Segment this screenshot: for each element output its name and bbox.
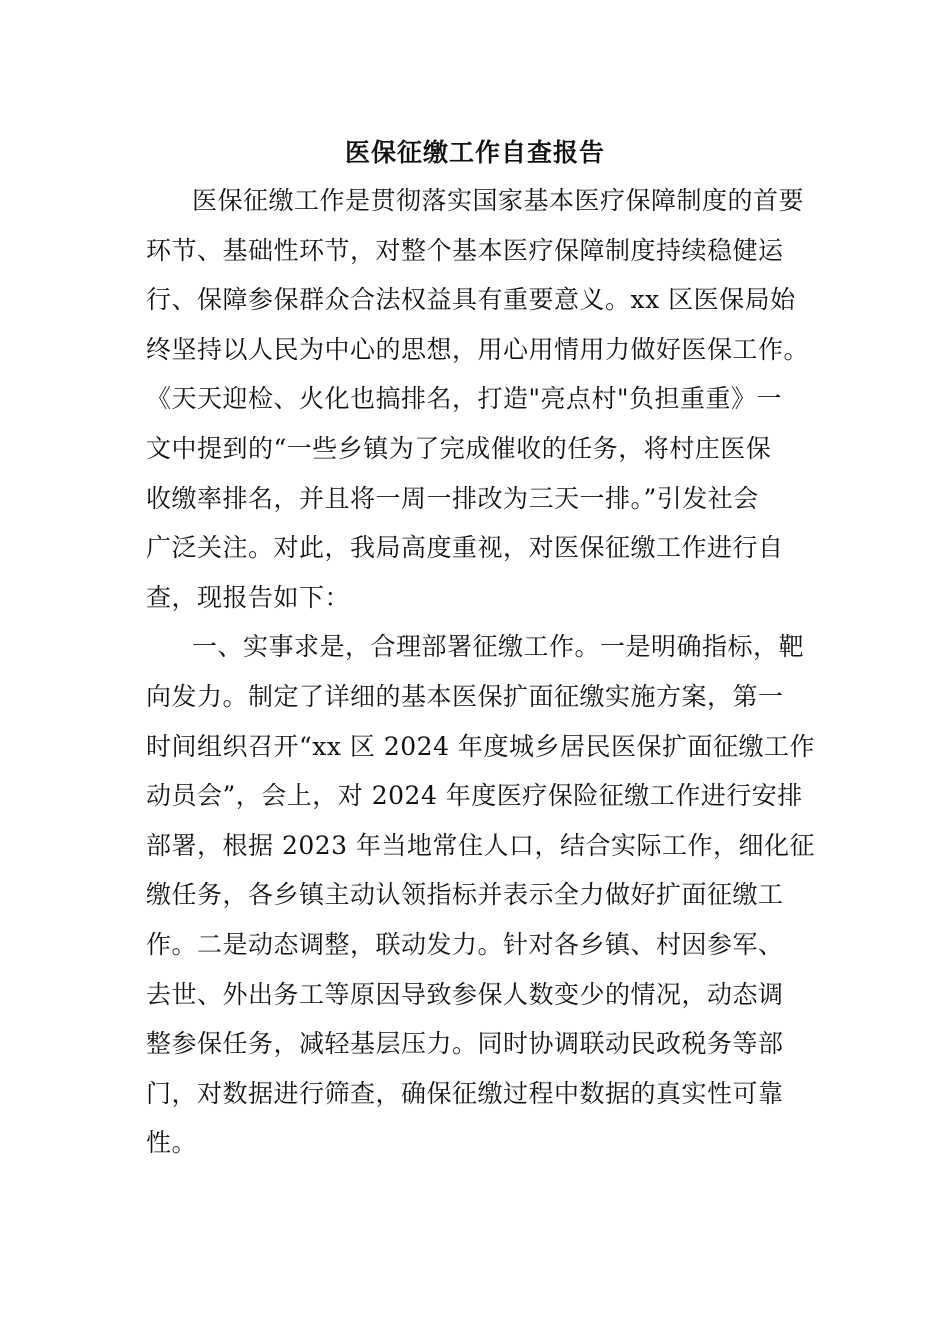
paragraph-1-line-8: 广泛关注。对此，我局高度重视，对医保征缴工作进行自 [146, 533, 784, 563]
paragraph-2-line-5: 部署，根据 2023 年当地常住人口，结合实际工作，细化征 [146, 830, 816, 860]
paragraph-2-line-2: 向发力。制定了详细的基本医保扩面征缴实施方案，第一 [146, 681, 784, 711]
paragraph-1-line-4: 终坚持以人民为中心的思想，用心用情用力做好医保工作。 [146, 334, 810, 364]
paragraph-1-line-6: 文中提到的“一些乡镇为了完成催收的任务，将村庄医保 [146, 433, 772, 463]
paragraph-1-line-3: 行、保障参保群众合法权益具有重要意义。xx 区医保局始 [146, 285, 796, 315]
paragraph-2-line-4: 动员会”，会上，对 2024 年度医疗保险征缴工作进行安排 [146, 781, 803, 811]
paragraph-2-line-11: 性。 [146, 1128, 198, 1158]
paragraph-2-line-10: 门，对数据进行筛查，确保征缴过程中数据的真实性可靠 [146, 1078, 784, 1108]
paragraph-2-line-7: 作。二是动态调整，联动发力。针对各乡镇、村因参军、 [146, 929, 784, 959]
paragraph-2-line-8: 去世、外出务工等原因导致参保人数变少的情况，动态调 [146, 979, 784, 1009]
paragraph-1-line-9: 查，现报告如下： [146, 582, 351, 612]
paragraph-2-line-6: 缴任务，各乡镇主动认领指标并表示全力做好扩面征缴工 [146, 880, 784, 910]
paragraph-2-line-1: 一、实事求是，合理部署征缴工作。一是明确指标，靶 [192, 632, 805, 662]
paragraph-2-line-3: 时间组织召开“xx 区 2024 年度城乡居民医保扩面征缴工作 [146, 731, 815, 761]
document-title: 医保征缴工作自查报告 [344, 138, 605, 167]
document-body [146, 176, 816, 1168]
paragraph-1-line-7: 收缴率排名，并且将一周一排改为三天一排。”引发社会 [146, 483, 759, 513]
paragraph-2-line-9: 整参保任务，减轻基层压力。同时协调联动民政税务等部 [146, 1029, 784, 1059]
paragraph-1-line-5: 《天天迎检、火化也搞排名，打造"亮点村"负担重重》一 [146, 384, 783, 414]
paragraph-1-line-1: 医保征缴工作是贯彻落实国家基本医疗保障制度的首要 [192, 186, 805, 215]
paragraph-1-line-2: 环节、基础性环节，对整个基本医疗保障制度持续稳健运 [146, 235, 784, 265]
